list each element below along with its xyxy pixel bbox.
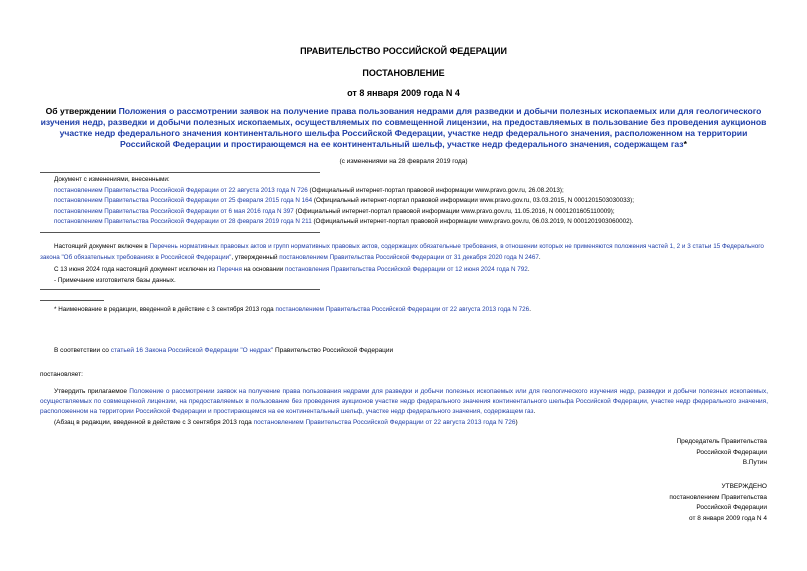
title-prefix: Об утверждении xyxy=(45,106,119,116)
amendment-item xyxy=(54,196,794,207)
amendment-source: (Официальный интернет-портал правовой информации www.pravo.gov.ru, 11.05.2016, N 0001201605110009); xyxy=(293,207,615,215)
amendment-source: (Официальный интернет-портал правовой информации www.pravo.gov.ru, 03.03.2015, N 0001201503030033); xyxy=(312,197,634,204)
footnote xyxy=(54,305,794,316)
approve-text: Утвердить прилагаемое xyxy=(54,388,130,395)
exclusion-text: . xyxy=(527,266,530,273)
title-suffix: * xyxy=(683,139,687,149)
inclusion-text: , утвержденный xyxy=(231,253,280,261)
db-note: - Примечание изготовителя базы данных. xyxy=(54,276,176,284)
amendment-link[interactable]: постановлением Правительства Российской Федерации от 25 февраля 2015 года N 164 xyxy=(54,197,313,204)
exclusion-text: на основании xyxy=(241,266,286,273)
divider xyxy=(40,289,320,290)
approve-text: . xyxy=(533,408,536,415)
decree-2467-link[interactable]: постановлением Правительства Российской Федерации от 31 декабря 2020 года N 2467 xyxy=(279,253,539,261)
regulation-link[interactable]: Положение о рассмотрении заявок на получение права пользования недрами для разведки и добычи полезных ископаемых или для геологического изучения недр, разведки и добычи полезных ископаемых, осуществляемых по совмещенной лицензии, на предоставляемых в пользование без проведения аукционов участке недр федерального значения континентального шельфа Российской Федерации, участке недр федерального значения, расположенном на территории Российской Федерации и простирающемся на ее континентальный шельф, участке недр федерального значения, содержащем газ xyxy=(40,388,768,415)
approved-title: УТВЕРЖДЕНО xyxy=(721,483,767,490)
accordance-text: В соответствии со xyxy=(54,347,111,354)
exclusion-paragraph xyxy=(40,265,768,276)
changes-note: (с изменениями на 28 февраля 2019 года) xyxy=(339,158,468,165)
amendment-link[interactable]: постановлением Правительства Российской Федерации от 22 августа 2013 года N 726 xyxy=(54,186,308,194)
decree-word: постановляет: xyxy=(40,371,83,378)
amendment-source: (Официальный интернет-портал правовой информации www.pravo.gov.ru, 26.08.2013); xyxy=(307,186,564,194)
inclusion-block xyxy=(40,242,768,286)
amendments-heading: Документ с изменениями, внесенными: xyxy=(54,176,170,183)
edition-note xyxy=(54,418,794,428)
edition-text: (Абзац в редакции, введенной в действие с 3 сентября 2013 года xyxy=(54,419,254,426)
divider xyxy=(40,172,320,173)
approved-block xyxy=(669,482,767,524)
footnote-text: * Наименование в редакции, введенной в действие с 3 сентября 2013 года xyxy=(54,306,276,313)
decree-792-link[interactable]: постановления Правительства Российской Федерации от 12 июня 2024 года N 792 xyxy=(285,266,528,273)
inclusion-paragraph xyxy=(40,242,768,263)
edition-link[interactable]: постановлением Правительства Российской Федерации от 22 августа 2013 года N 726 xyxy=(253,419,516,426)
signature-position: Председатель Правительства xyxy=(676,438,767,445)
law-article-link[interactable]: статьей 16 Закона Российской Федерации "О недрах" xyxy=(110,347,274,354)
title-link[interactable]: Положения о рассмотрении заявок на получение права пользования недрами для разведки и добычи полезных ископаемых или для геологического изучения недр, разведки и добычи полезных ископаемых, осуществляемых по совмещенной лицензии, на предоставляемых в пользование без проведения аукционов участке недр федерального значения континентального шельфа Российской Федерации, участке недр федерального значения, расположенном на территории Российской Федерации и простирающемся на ее континентальный шельф, участке недр федерального значения, содержащем газ xyxy=(40,106,767,149)
exclusion-text: С 13 июня 2024 года настоящий документ исключен из xyxy=(54,266,217,273)
signature-name: В.Путин xyxy=(742,459,767,466)
divider xyxy=(40,232,320,233)
document-title xyxy=(40,106,767,150)
amendment-link[interactable]: постановлением Правительства Российской Федерации от 28 февраля 2019 года N 211 xyxy=(54,218,312,225)
footnote-divider xyxy=(40,300,104,301)
date-number: от 8 января 2009 года N 4 xyxy=(347,88,460,98)
signature-block xyxy=(676,437,767,469)
doc-type-heading: ПОСТАНОВЛЕНИЕ xyxy=(362,68,445,78)
amendment-link[interactable]: постановлением Правительства Российской Федерации от 6 мая 2016 года N 397 xyxy=(54,207,294,215)
approved-by: постановлением Правительства xyxy=(669,493,767,501)
approved-date: от 8 января 2009 года N 4 xyxy=(689,514,767,522)
accordance-paragraph xyxy=(54,346,794,356)
amendment-item xyxy=(54,217,794,228)
approved-country: Российской Федерации xyxy=(696,504,767,511)
signature-country: Российской Федерации xyxy=(696,448,767,456)
amendments-block xyxy=(54,175,794,228)
amendment-item xyxy=(54,207,794,218)
approve-paragraph xyxy=(40,387,768,417)
footnote-text: . xyxy=(529,306,531,313)
amendment-source: (Официальный интернет-портал правовой информации www.pravo.gov.ru, 06.03.2019, N 0001201903060002). xyxy=(311,218,634,225)
perechen-link[interactable]: Перечень нормативных правовых актов и групп нормативных правовых актов, содержащих обязательные требования, в отношении которых не применяются положения частей 1, 2 и 3 статьи 15 Федерального закона "Об обязательных требованиях в Российской Федерации" xyxy=(40,243,764,261)
edition-text: ) xyxy=(515,419,518,426)
perechnya-link[interactable]: Перечня xyxy=(216,266,242,273)
footnote-link[interactable]: постановлением Правительства Российской Федерации от 22 августа 2013 года N 726 xyxy=(275,306,530,313)
amendment-item xyxy=(54,186,794,197)
inclusion-text: . xyxy=(538,253,541,261)
government-heading: ПРАВИТЕЛЬСТВО РОССИЙСКОЙ ФЕДЕРАЦИИ xyxy=(300,46,507,56)
accordance-text: Правительство Российской Федерации xyxy=(273,347,394,354)
inclusion-text: Настоящий документ включен в xyxy=(54,243,150,250)
